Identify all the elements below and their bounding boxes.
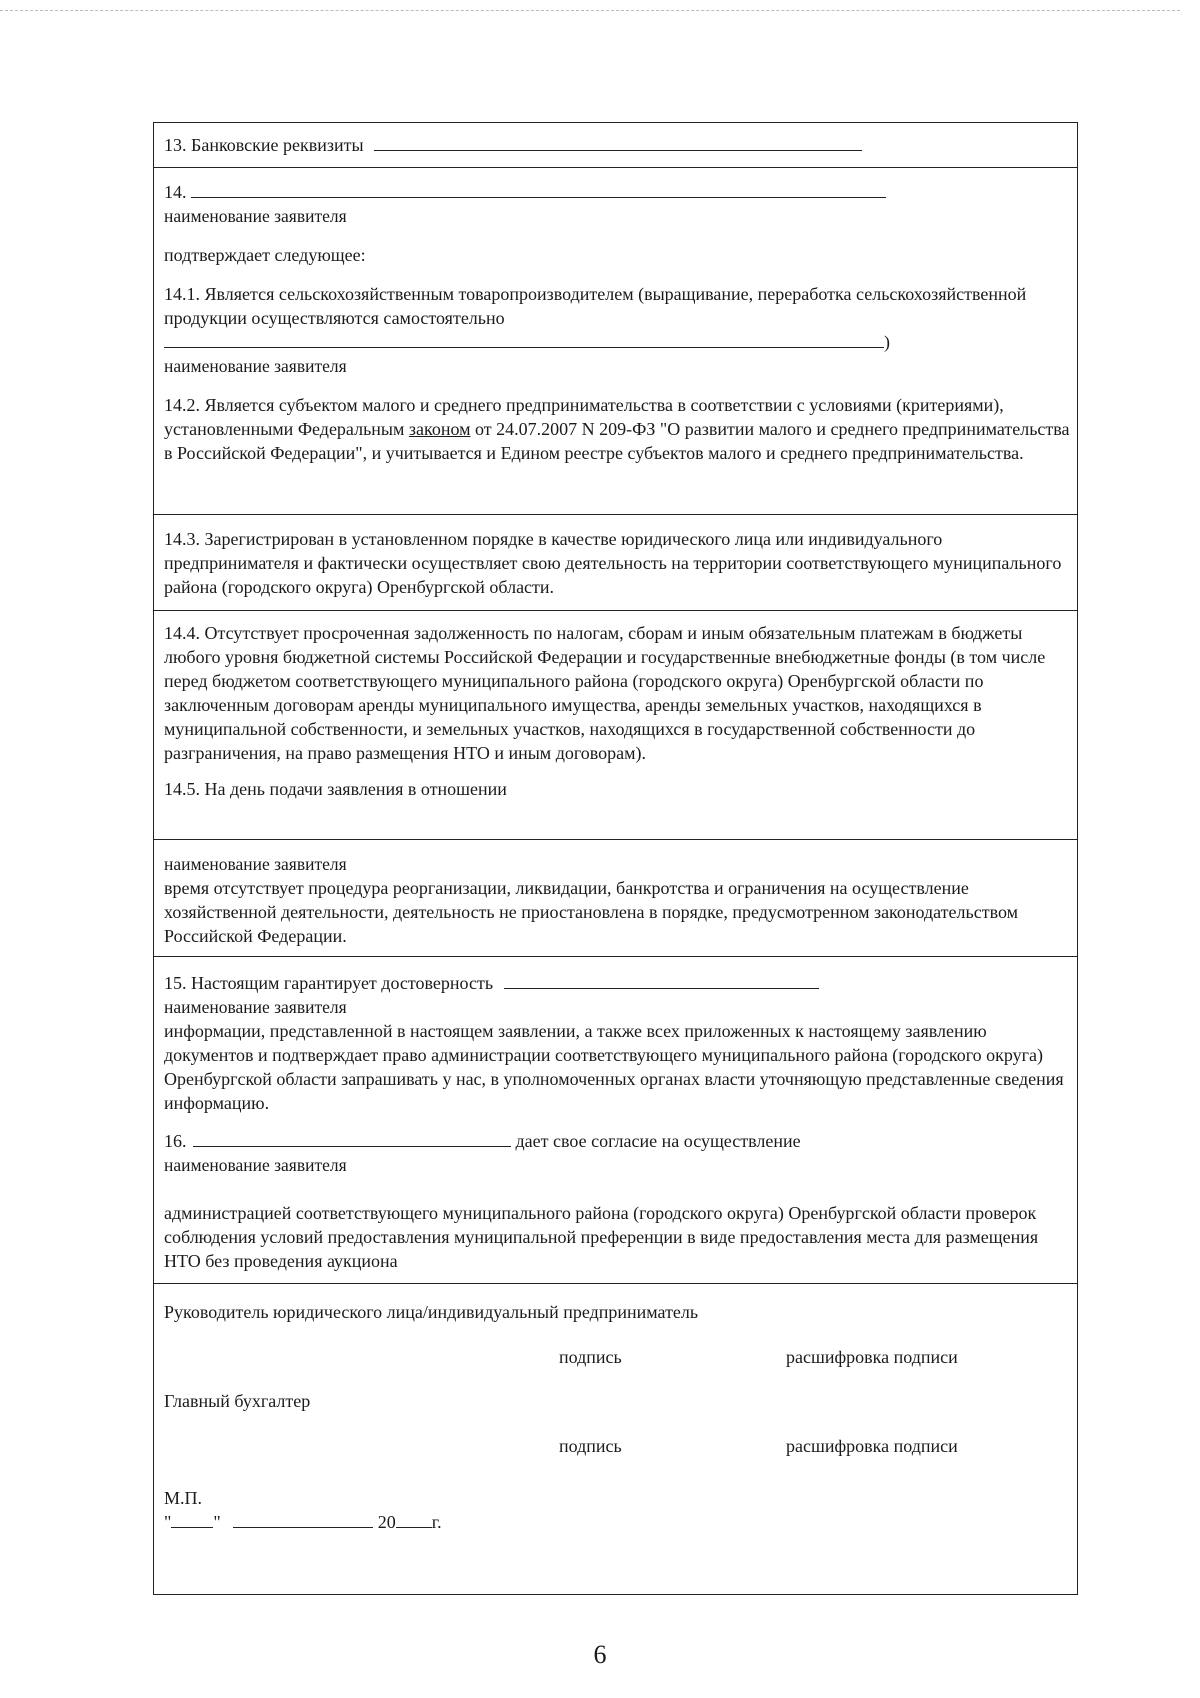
s14-1-applicant-line	[164, 331, 884, 348]
s16-applicant-line	[193, 1130, 511, 1147]
section-15-16	[154, 957, 1077, 1284]
s16-text: администрацией соответствующего муниципального района (городского округа) Оренбургской области проверок соблюдения условий предоставления муниципальной преференции в виде предоставления места для размещения НТО без проведения аукциона	[164, 1203, 1039, 1271]
scan-top-edge	[0, 10, 1180, 11]
s15-text: информации, представленной в настоящем заявлении, а также всех приложенных к настоящему заявлению документов и подтверждает право администрации соответствующего муниципального района (городского округа) Оренбургской области запрашивать у нас, в уполномоченных органах власти уточняющую представленные сведения информацию.	[164, 1021, 1064, 1113]
signature-block	[154, 1284, 1077, 1594]
section-14-4	[154, 611, 1077, 840]
s14-2-text-b: от 24.07.2007 N 209-ФЗ "О развитии малого и среднего предпринимательства в Российской Федерации", и учитывается и Едином реестре субъектов малого и среднего предпринимательства.	[164, 419, 1070, 463]
s14-1-caption: наименование заявителя	[164, 356, 347, 376]
date-year-suffix: г.	[431, 1512, 442, 1532]
application-form	[153, 122, 1078, 1595]
s14-2-text	[164, 393, 1071, 465]
s16-label: дает свое согласие на осуществление	[515, 1131, 801, 1151]
date-year-prefix: 20	[377, 1512, 396, 1532]
s14-4-text: 14.4. Отсутствует просроченная задолженность по налогам, сборам и иным обязательным платежам в бюджеты любого уровня бюджетной системы Российской Федерации и государственные внебюджетные фонды (в том числе перед бюджетом соответствующего муниципального района (городского округа) Оренбургской области по заключенным договорам аренды муниципального имущества, аренды земельных участков, находящихся в муниципальной собственности, и земельных участков, находящихся в государственной собственности до разграничения, на право размещения НТО и иным договорам).	[164, 623, 1046, 763]
s14-5-cont-text: время отсутствует процедура реорганизации, ликвидации, банкротства и ограничения на осуществление хозяйственной деятельности, деятельность не приостановлена в порядке, предусмотренном законодательством Российской Федерации.	[164, 878, 1019, 946]
date-day-line	[171, 1511, 213, 1528]
accountant-label: Главный бухгалтер	[164, 1391, 311, 1411]
s14-intro: подтверждает следующее:	[164, 245, 366, 265]
s14-applicant-caption: наименование заявителя	[164, 206, 347, 226]
s14-2-text-a: 14.2. Является субъектом малого и среднего предпринимательства в соответствии с условиями (критериями), установленными Федеральным	[164, 395, 1004, 439]
s14-1-closing-paren: )	[884, 332, 890, 352]
s14-applicant-line	[191, 181, 886, 198]
s14-5-text: 14.5. На день подачи заявления в отношении	[164, 779, 507, 799]
s15-label: 15. Настоящим гарантирует достоверность	[164, 973, 494, 993]
accountant-sign-caption: подпись	[559, 1436, 622, 1456]
date-close-quote: "	[213, 1512, 221, 1532]
date-open-quote: "	[164, 1512, 172, 1532]
s14-number: 14.	[164, 182, 187, 202]
head-signature-label: Руководитель юридического лица/индивидуальный предприниматель	[164, 1302, 699, 1322]
accountant-decode-caption: расшифровка подписи	[786, 1436, 958, 1456]
section-14-3	[154, 515, 1077, 611]
head-signature-row	[164, 1345, 1071, 1369]
stamp-label: М.П.	[164, 1488, 203, 1508]
s16-number: 16.	[164, 1131, 187, 1151]
date-year-line	[396, 1511, 432, 1528]
date-month-line	[233, 1511, 373, 1528]
section-14-5-cont	[154, 840, 1077, 957]
s14-5-caption: наименование заявителя	[164, 854, 347, 874]
federal-law-link[interactable]: законом	[408, 419, 471, 439]
section-14	[154, 168, 1077, 515]
head-sign-caption: подпись	[559, 1347, 622, 1367]
s15-applicant-line	[504, 972, 819, 989]
page-number: 6	[593, 1640, 607, 1669]
s16-caption: наименование заявителя	[164, 1155, 347, 1175]
date-line	[164, 1510, 1071, 1534]
s14-3-text: 14.3. Зарегистрирован в установленном порядке в качестве юридического лица или индивидуального предпринимателя и фактически осуществляет свою деятельность на территории соответствующего муниципального района (городского округа) Оренбургской области.	[164, 529, 1062, 597]
bank-details-label: 13. Банковские реквизиты	[164, 135, 364, 155]
head-decode-caption: расшифровка подписи	[786, 1347, 958, 1367]
bank-details-line	[374, 134, 862, 151]
s14-1-text: 14.1. Является сельскохозяйственным товаропроизводителем (выращивание, переработка сельскохозяйственной продукции осуществляются самостоятельно	[164, 284, 1027, 328]
s15-caption: наименование заявителя	[164, 997, 347, 1017]
section-13	[154, 123, 1077, 168]
accountant-signature-row	[164, 1434, 1071, 1458]
